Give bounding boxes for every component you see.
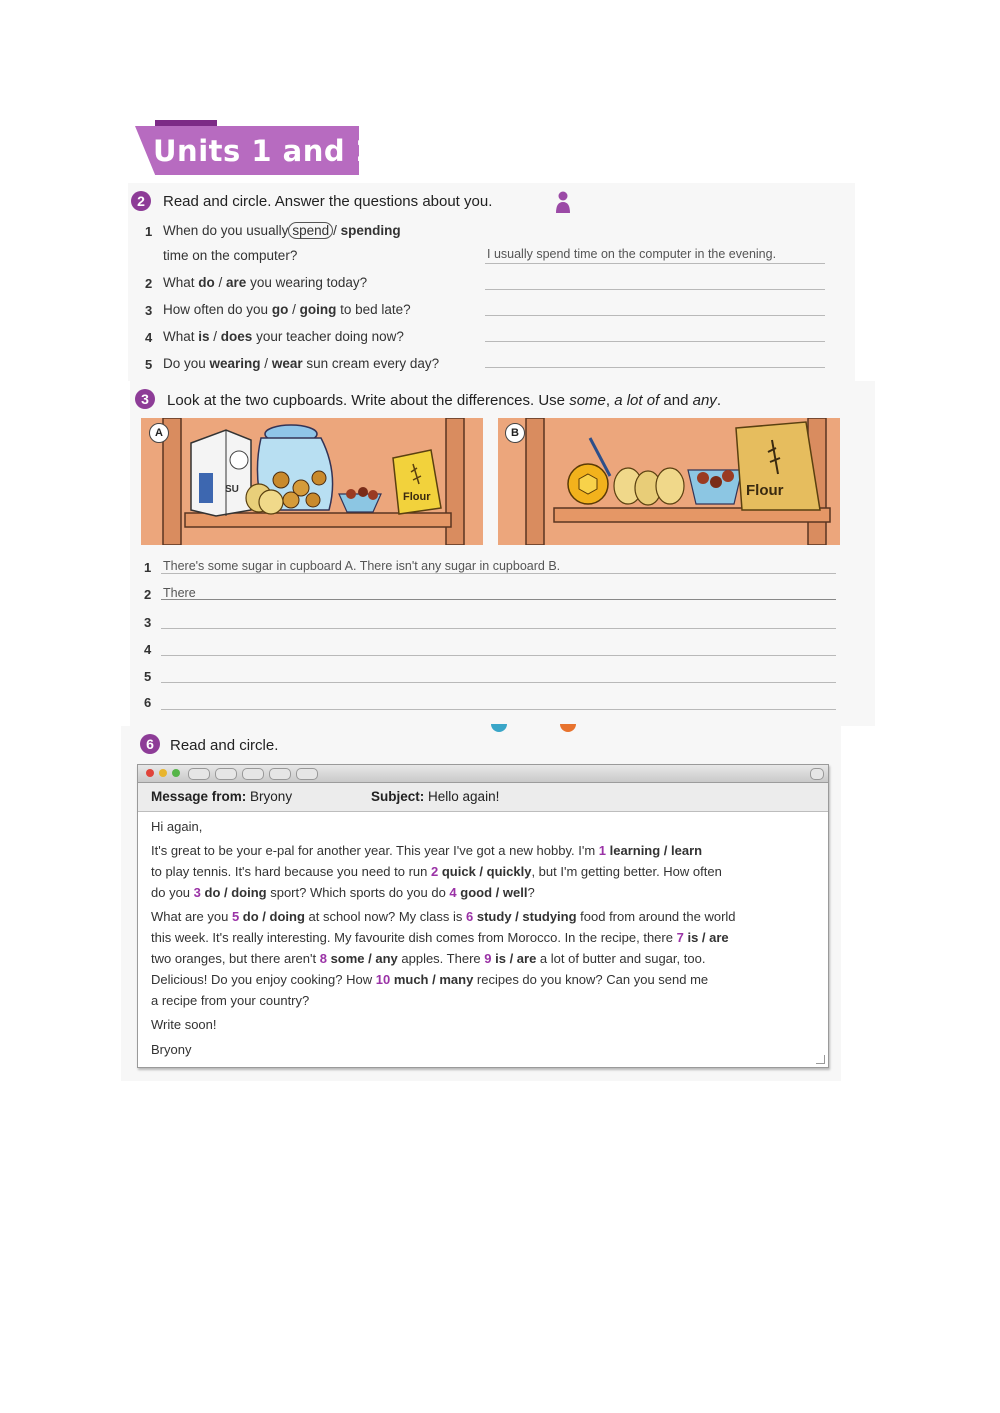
email-paragraph-2: What are you 5 do / doing at school now? My class is 6 study / studying food from around the world this week. It's really interesting. My favourite dish comes from Morocco. In the recipe, there 7 is / are two oranges, but there aren't 8 some / any apples. There 9 is / are a lot of butter and sugar, too. Delicious! Do you enjoy cooking? How 10 much / many recipes do you know? Can you send me a recipe from your country? (151, 909, 736, 1008)
q4-answer-line[interactable] (485, 341, 825, 342)
ex3-line2[interactable] (161, 599, 836, 600)
cupboard-b-label: B (505, 423, 525, 443)
zoom-window-icon[interactable] (172, 769, 180, 777)
option-6[interactable]: study / studying (476, 909, 577, 924)
option-5[interactable]: do / doing (242, 909, 305, 924)
flour-bag-b-text: Flour (746, 482, 784, 499)
cupboard-a-label: A (149, 423, 169, 443)
ex3-line1-text: There's some sugar in cupboard A. There isn't any sugar in cupboard B. (163, 559, 561, 573)
exercise-3-badge: 3 (135, 389, 155, 409)
ex3-line3-number: 3 (144, 615, 152, 630)
cupboard-b-drawing (498, 418, 840, 545)
cupboard-a-drawing (141, 418, 483, 545)
option-1[interactable]: learning / learn (609, 843, 703, 858)
q4-number: 4 (145, 330, 153, 345)
forward-icon[interactable] (215, 768, 237, 780)
q4-text: What is / does your teacher doing now? (163, 329, 404, 344)
q5-text: Do you wearing / wear sun cream every day? (163, 356, 440, 371)
email-signature: Bryony (151, 1042, 192, 1057)
option-9[interactable]: is / are (495, 951, 537, 966)
cupboard-b-illustration (498, 418, 840, 545)
q1-option-spend[interactable]: spend (288, 222, 333, 239)
minimize-window-icon[interactable] (159, 769, 167, 777)
ex3-line5-number: 5 (144, 669, 152, 684)
ex3-line4[interactable] (161, 655, 836, 656)
q3-option-a[interactable]: go (271, 302, 289, 317)
email-toolbar (138, 765, 828, 783)
q5-number: 5 (145, 357, 153, 372)
option-10[interactable]: much / many (393, 972, 474, 987)
ex3-line2-number: 2 (144, 587, 152, 602)
email-header (138, 783, 828, 812)
email-subject: Subject: Hello again! (371, 789, 500, 804)
ex3-line6[interactable] (161, 709, 836, 710)
q1-text: When do you usually spend / spending (163, 223, 401, 238)
exercise-3-heading: Look at the two cupboards. Write about the differences. Use some, a lot of and any. (167, 392, 721, 409)
ex3-line6-number: 6 (144, 695, 152, 710)
toolbar-toggle-icon[interactable] (810, 768, 824, 780)
email-paragraph-1: It's great to be your e-pal for another year. This year I've got a new hobby. I'm 1 learning / learn to play tennis. It's hard because you need to run 2 quick / quickly, but I'm getting better. How often do you 3 do / doing sport? Which sports do you do 4 good / well? (151, 843, 722, 900)
print-icon[interactable] (242, 768, 264, 780)
q3-text: How often do you go / going to bed late? (163, 302, 411, 317)
ex3-line2-text: There (163, 586, 196, 600)
delete-icon[interactable] (296, 768, 318, 780)
option-2[interactable]: quick / quickly (441, 864, 532, 879)
q4-option-a[interactable]: is (198, 329, 210, 344)
ex3-line4-number: 4 (144, 642, 152, 657)
close-window-icon[interactable] (146, 769, 154, 777)
exercise-2-heading: Read and circle. Answer the questions about you. (163, 193, 493, 210)
sugar-box-text: SU (225, 484, 239, 495)
exercise-6-heading: Read and circle. (170, 737, 279, 754)
reply-icon[interactable] (188, 768, 210, 780)
q1-answer-line (485, 263, 825, 264)
q5-option-a[interactable]: wearing (209, 356, 261, 371)
email-greeting: Hi again, (151, 819, 203, 834)
ex3-line1-number: 1 (144, 560, 152, 575)
ex3-line1 (161, 573, 836, 574)
q2-number: 2 (145, 276, 153, 291)
q3-option-b[interactable]: going (299, 302, 337, 317)
q2-option-b[interactable]: are (226, 275, 247, 290)
q2-answer-line[interactable] (485, 289, 825, 290)
q5-answer-line[interactable] (485, 367, 825, 368)
q3-number: 3 (145, 303, 153, 318)
option-7[interactable]: is / are (687, 930, 729, 945)
q5-option-b[interactable]: wear (271, 356, 303, 371)
option-3[interactable]: do / doing (204, 885, 267, 900)
flour-bag-a-text: Flour (403, 491, 431, 503)
email-window (137, 764, 829, 1068)
attach-icon[interactable] (269, 768, 291, 780)
q4-option-b[interactable]: does (220, 329, 253, 344)
q1-answer: I usually spend time on the computer in the evening. (487, 247, 777, 261)
person-icon (555, 191, 571, 213)
email-closing: Write soon! (151, 1017, 217, 1032)
ex3-line3[interactable] (161, 628, 836, 629)
cupboard-a-illustration (141, 418, 483, 545)
exercise-2-badge: 2 (131, 191, 151, 211)
exercise-6-badge: 6 (140, 734, 160, 754)
q1-option-spending[interactable]: spending (340, 223, 401, 238)
q1-text-line2: time on the computer? (163, 248, 298, 263)
q1-number: 1 (145, 224, 153, 239)
q3-answer-line[interactable] (485, 315, 825, 316)
page-title: Units 1 and 2 (153, 134, 377, 168)
resize-handle-icon[interactable] (816, 1055, 825, 1064)
email-from: Message from: Bryony (151, 789, 293, 804)
q2-option-a[interactable]: do (198, 275, 215, 290)
option-4[interactable]: good / well (460, 885, 528, 900)
option-8[interactable]: some / any (330, 951, 398, 966)
ex3-line5[interactable] (161, 682, 836, 683)
q2-text: What do / are you wearing today? (163, 275, 368, 290)
